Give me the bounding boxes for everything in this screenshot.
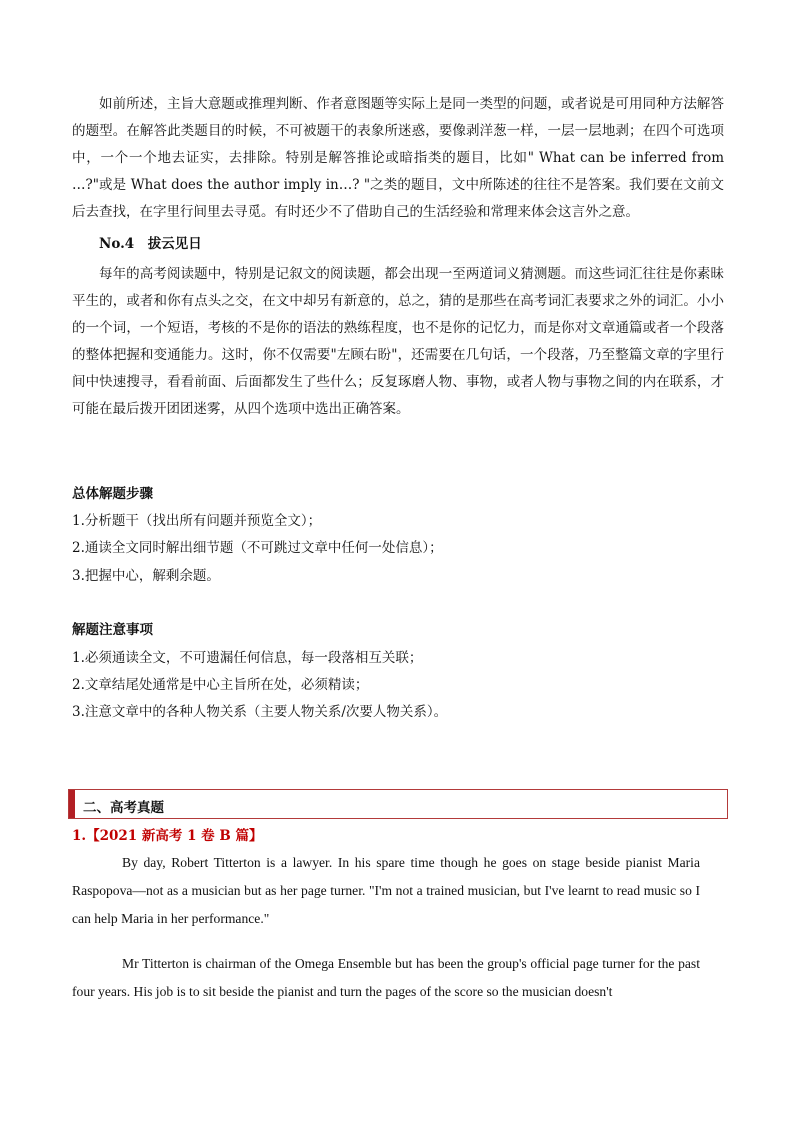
notes-item: 1.必须通读全文，不可遗漏任何信息，每一段落相互关联； [72,650,423,666]
notes-heading: 解题注意事项 [72,622,153,638]
passage-paragraph: By day, Robert Titterton is a lawyer. In his spare time though he goes on stage beside pianist Maria Raspopova—not as a musician but as her page turner. "I'm not a trained musician, but I've learnt to read music so I can help Maria in her performance." [72,855,700,926]
steps-item: 2.通读全文同时解出细节题（不可跳过文章中任何一处信息）； [72,540,443,556]
steps-item: 3.把握中心，解剩余题。 [72,568,220,584]
intro-paragraph: 如前所述，主旨大意题或推理判断、作者意图题等实际上是同一类型的问题，或者说是可用同种方法解答的题型。在解答此类题目的时候，不可被题干的表象所迷惑，要像剥洋葱一样，一层一层地剥；在四个可选项中，一个一个地去证实，去排除。特别是解答推论或暗指类的题目，比如" What can be inferred from …?"或是 What does the author imply in…? "之类的题目，文中所陈述的往往不是答案。我们要在文前文后去查找，在字里行间里去寻觅。有时还少不了借助自己的生活经验和常理来体会这言外之意。 [72,96,724,220]
section-accent-bar [69,790,75,818]
notes-item: 2.文章结尾处通常是中心主旨所在处，必须精读； [72,677,369,693]
question-label: 1.【2021 新高考 1 卷 B 篇】 [72,828,263,844]
no4-heading: No.4 拔云见日 [99,236,202,252]
steps-item: 1.分析题干（找出所有问题并预览全文）； [72,513,322,529]
section-header [68,789,728,819]
section-title: 二、高考真题 [83,800,164,816]
notes-item: 3.注意文章中的各种人物关系（主要人物关系/次要人物关系）。 [72,704,448,720]
steps-heading: 总体解题步骤 [72,486,153,502]
passage-paragraph: Mr Titterton is chairman of the Omega Ensemble but has been the group's official page turner for the past four years. His job is to sit beside the pianist and turn the pages of the score so the musician doesn't [72,956,700,999]
no4-paragraph: 每年的高考阅读题中，特别是记叙文的阅读题，都会出现一至两道词义猜测题。而这些词汇往往是你素昧平生的，或者和你有点头之交，在文中却另有新意的，总之，猜的是那些在高考词汇表要求之外的词汇。小小的一个词，一个短语，考核的不是你的语法的熟练程度，也不是你的记忆力，而是你对文章通篇或者一个段落的整体把握和变通能力。这时，你不仅需要"左顾右盼"，还需要在几句话，一个段落，乃至整篇文章的字里行间中快速搜寻，看看前面、后面都发生了些什么；反复琢磨人物、事物，或者人物与事物之间的内在联系，才可能在最后拨开团团迷雾，从四个选项中选出正确答案。 [72,266,724,417]
